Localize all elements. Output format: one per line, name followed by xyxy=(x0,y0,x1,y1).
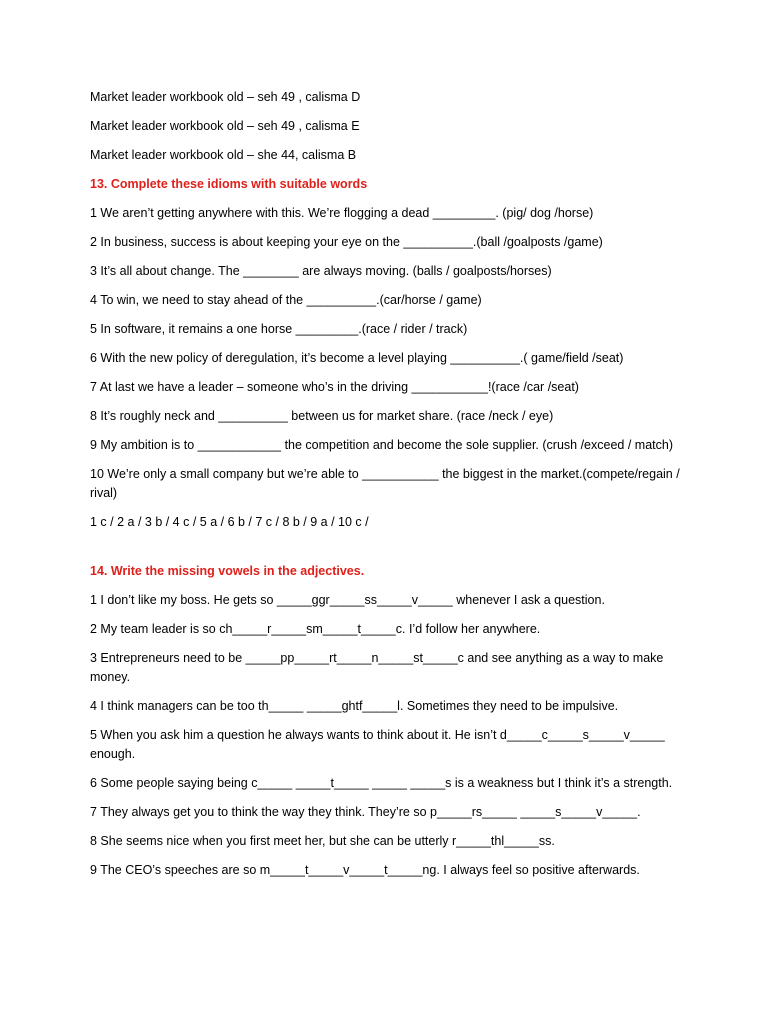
section-14-item-9: 9 The CEO’s speeches are so m_____t_____v_____t_____ng. I always feel so positive afterwards. xyxy=(90,863,640,877)
header-line-2: Market leader workbook old – seh 49 , calisma E xyxy=(90,119,360,133)
section-14-item-8: 8 She seems nice when you first meet her, but she can be utterly r_____thl_____ss. xyxy=(90,834,555,848)
section-13-answers: 1 c / 2 a / 3 b / 4 c / 5 a / 6 b / 7 c / 8 b / 9 a / 10 c / xyxy=(90,515,369,529)
section-14-heading: 14. Write the missing vowels in the adjectives. xyxy=(90,564,365,578)
section-spacer xyxy=(90,542,690,562)
section-14-item-3: 3 Entrepreneurs need to be _____pp_____rt_____n_____st_____c and see anything as a way to make money. xyxy=(90,651,664,684)
section-14-item-5: 5 When you ask him a question he always wants to think about it. He isn’t d_____c_____s_____v_____ enough. xyxy=(90,728,665,761)
section-13-item-8: 8 It’s roughly neck and __________ between us for market share. (race /neck / eye) xyxy=(90,409,554,423)
section-13-item-3: 3 It’s all about change. The ________ are always moving. (balls / goalposts/horses) xyxy=(90,264,552,278)
section-14-item-4: 4 I think managers can be too th_____ _____ghtf_____l. Sometimes they need to be impulsive. xyxy=(90,699,619,713)
header-line-1: Market leader workbook old – seh 49 , calisma D xyxy=(90,90,361,104)
section-14-item-1: 1 I don’t like my boss. He gets so _____ggr_____ss_____v_____ whenever I ask a question. xyxy=(90,593,605,607)
section-14-item-6: 6 Some people saying being c_____ _____t_____ _____ _____s is a weakness but I think it’s a strength. xyxy=(90,776,673,790)
section-14-item-7: 7 They always get you to think the way they think. They’re so p_____rs_____ _____s_____v_____. xyxy=(90,805,641,819)
section-13-item-9: 9 My ambition is to ____________ the competition and become the sole supplier. (crush /exceed / match) xyxy=(90,438,673,452)
section-13-item-2: 2 In business, success is about keeping your eye on the __________.(ball /goalposts /game) xyxy=(90,235,603,249)
section-13-heading: 13. Complete these idioms with suitable words xyxy=(90,177,368,191)
document-page xyxy=(90,88,690,890)
section-13-item-5: 5 In software, it remains a one horse _________.(race / rider / track) xyxy=(90,322,468,336)
section-13-item-10: 10 We’re only a small company but we’re able to ___________ the biggest in the market.(compete/regain / rival) xyxy=(90,467,680,500)
section-13-item-6: 6 With the new policy of deregulation, it’s become a level playing __________.( game/field /seat) xyxy=(90,351,624,365)
section-13-item-1: 1 We aren’t getting anywhere with this. We’re flogging a dead _________. (pig/ dog /horse) xyxy=(90,206,594,220)
section-14-item-2: 2 My team leader is so ch_____r_____sm_____t_____c. I’d follow her anywhere. xyxy=(90,622,541,636)
section-13-item-4: 4 To win, we need to stay ahead of the __________.(car/horse / game) xyxy=(90,293,482,307)
header-line-3: Market leader workbook old – she 44, calisma B xyxy=(90,148,357,162)
section-13-item-7: 7 At last we have a leader – someone who’s in the driving ___________!(race /car /seat) xyxy=(90,380,579,394)
